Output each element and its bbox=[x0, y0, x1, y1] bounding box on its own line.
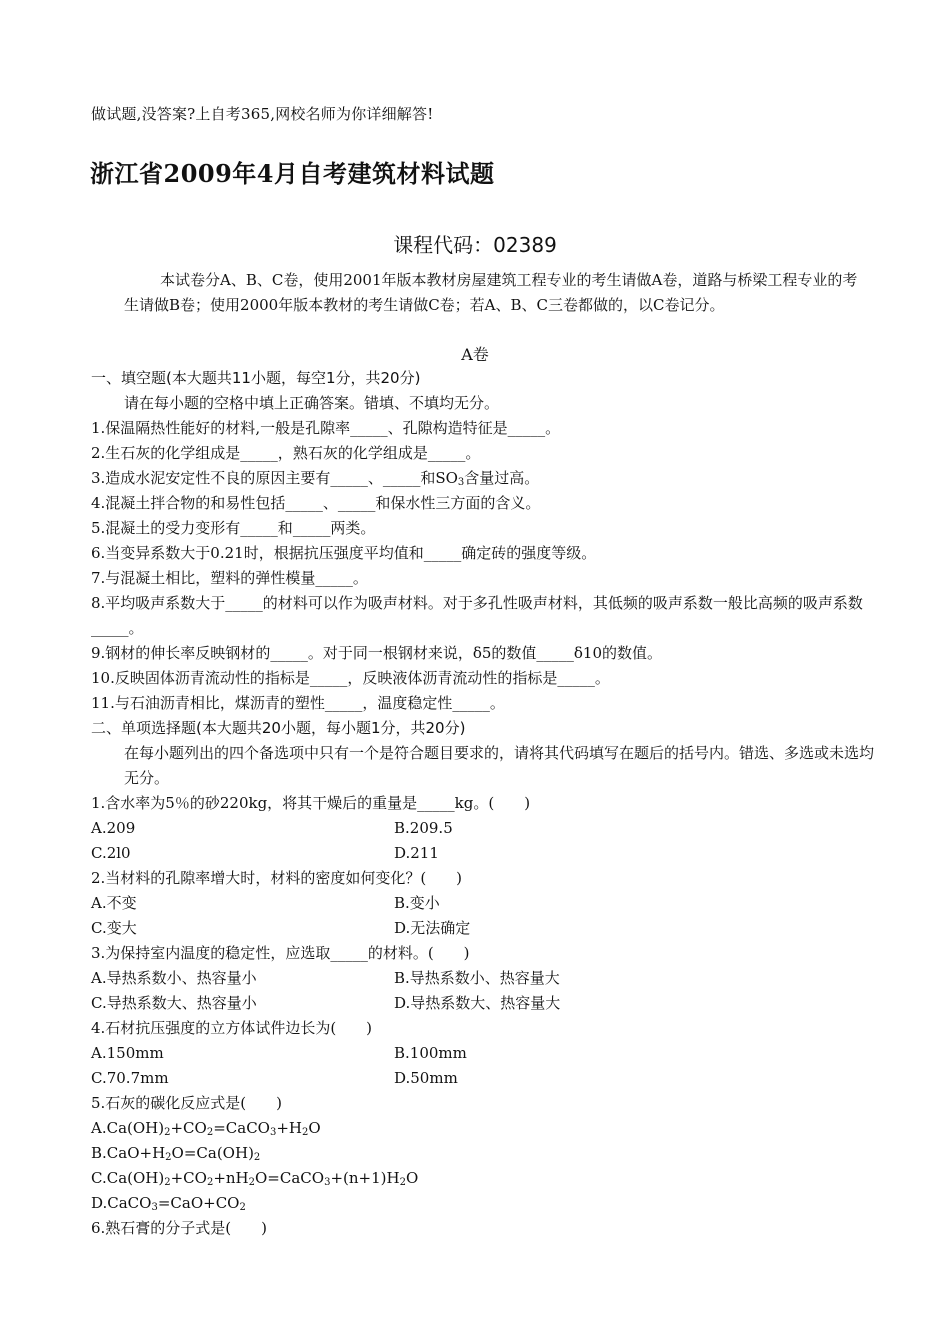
exam-body bbox=[91, 366, 876, 1241]
choice-2-options-ab bbox=[91, 891, 876, 916]
fill-question-3 bbox=[91, 466, 876, 491]
formula-part: A.Ca(OH) bbox=[91, 1119, 165, 1137]
fill-question-4: 4.混凝土拌合物的和易性包括_____、_____和保水性三方面的含义。 bbox=[91, 494, 541, 512]
formula-sub: 2 bbox=[399, 1177, 406, 1188]
formula-sub: 2 bbox=[165, 1152, 172, 1163]
formula-part: C.Ca(OH) bbox=[91, 1169, 165, 1187]
option-b: B.导热系数小、热容量大 bbox=[394, 969, 560, 987]
option-d: D.无法确定 bbox=[394, 919, 471, 937]
formula-part: =CaCO bbox=[213, 1119, 270, 1137]
option-c: C.2l0 bbox=[91, 844, 131, 862]
page-title: 浙江省2009年4月自考建筑材料试题 bbox=[90, 159, 495, 188]
formula-sub: 2 bbox=[253, 1152, 261, 1163]
option-d: D.211 bbox=[394, 844, 439, 862]
formula-part: +H bbox=[276, 1119, 302, 1137]
formula-sub: 2 bbox=[239, 1202, 246, 1213]
formula-sub: 3 bbox=[324, 1177, 331, 1188]
option-a: A.导热系数小、热容量小 bbox=[91, 969, 257, 987]
option-b: B.209.5 bbox=[394, 819, 453, 837]
option-a: A.不变 bbox=[91, 894, 137, 912]
choice-4-options-ab bbox=[91, 1041, 876, 1066]
option-d: D.导热系数大、热容量大 bbox=[394, 994, 561, 1012]
ad-banner-text: 做试题,没答案?上自考365,网校名师为你详细解答! bbox=[91, 105, 434, 123]
section-1-instruction: 请在每小题的空格中填上正确答案。错填、不填均无分。 bbox=[124, 394, 500, 412]
fill-question-8: 8.平均吸声系数大于_____的材料可以作为吸声材料。对于多孔性吸声材料，其低频的吸声系数一般比高频的吸声系数_____。 bbox=[91, 594, 863, 637]
choice-question-4: 4.石材抗压强度的立方体试件边长为( ) bbox=[91, 1019, 373, 1037]
formula-part: +CO bbox=[170, 1119, 207, 1137]
option-b: B.100mm bbox=[394, 1044, 467, 1062]
option-d: D.50mm bbox=[394, 1069, 458, 1087]
option-c: C.导热系数大、热容量小 bbox=[91, 994, 257, 1012]
formula-sub: 2 bbox=[302, 1127, 309, 1138]
choice-question-5: 5.石灰的碳化反应式是( ) bbox=[91, 1094, 283, 1112]
choice-5-option-c bbox=[91, 1166, 876, 1191]
intro-paragraph: 本试卷分A、B、C卷，使用2001年版本教材房屋建筑工程专业的考生请做A卷，道路与桥梁工程专业的考生请做B卷；使用2000年版本教材的考生请做C卷；若A、B、C三卷都做的，以C卷记分。 bbox=[124, 271, 858, 314]
formula-part: +CO bbox=[170, 1169, 207, 1187]
formula-sub: 2 bbox=[206, 1177, 214, 1188]
choice-3-options-ab bbox=[91, 966, 876, 991]
formula-part: +(n+1)H bbox=[330, 1169, 400, 1187]
option-b: B.变小 bbox=[394, 894, 440, 912]
course-code: 课程代码：02389 bbox=[393, 233, 557, 257]
volume-label: A卷 bbox=[461, 345, 489, 364]
formula-part: O bbox=[308, 1119, 321, 1137]
fill-question-10: 10.反映固体沥青流动性的指标是_____，反映液体沥青流动性的指标是_____。 bbox=[91, 669, 610, 687]
choice-5-option-b bbox=[91, 1141, 876, 1166]
option-a: A.209 bbox=[91, 819, 136, 837]
option-c: C.变大 bbox=[91, 919, 137, 937]
section-2-heading: 二、单项选择题(本大题共20小题，每小题1分，共20分) bbox=[91, 719, 466, 737]
choice-4-options-cd bbox=[91, 1066, 876, 1091]
formula-sub: 2 bbox=[206, 1127, 214, 1138]
option-a: A.150mm bbox=[91, 1044, 164, 1062]
formula-part: B.CaO+H bbox=[91, 1144, 166, 1162]
fill-question-2: 2.生石灰的化学组成是_____，熟石灰的化学组成是_____。 bbox=[91, 444, 481, 462]
formula-part: O=Ca(OH) bbox=[171, 1144, 254, 1162]
choice-2-options-cd bbox=[91, 916, 876, 941]
choice-question-2: 2.当材料的孔隙率增大时，材料的密度如何变化？( ) bbox=[91, 869, 463, 887]
formula-part: D.CaCO bbox=[91, 1194, 152, 1212]
section-2-instruction: 在每小题列出的四个备选项中只有一个是符合题目要求的，请将其代码填写在题后的括号内。错选、多选或未选均无分。 bbox=[124, 744, 875, 787]
choice-1-options-cd bbox=[91, 841, 876, 866]
fill-question-6: 6.当变异系数大于0.21时，根据抗压强度平均值和_____确定砖的强度等级。 bbox=[91, 544, 597, 562]
formula-sub: 2 bbox=[164, 1127, 171, 1138]
fill-question-1: 1.保温隔热性能好的材料,一般是孔隙率_____、孔隙构造特征是_____。 bbox=[91, 419, 561, 437]
fill-question-9: 9.钢材的伸长率反映钢材的_____。对于同一根钢材来说，δ5的数值_____δ10的数值。 bbox=[91, 644, 663, 662]
choice-5-option-d bbox=[91, 1191, 876, 1216]
formula-part: =CaO+CO bbox=[157, 1194, 240, 1212]
choice-3-options-cd bbox=[91, 991, 876, 1016]
choice-5-option-a bbox=[91, 1116, 876, 1141]
fill-question-11: 11.与石油沥青相比，煤沥青的塑性_____，温度稳定性_____。 bbox=[91, 694, 505, 712]
formula-part: O bbox=[405, 1169, 419, 1187]
q3-subscript: 3 bbox=[457, 477, 465, 488]
formula-sub: 3 bbox=[151, 1202, 158, 1213]
formula-part: +nH bbox=[213, 1169, 249, 1187]
choice-question-1: 1.含水率为5％的砂220kg，将其干燥后的重量是_____kg。( ) bbox=[91, 794, 531, 812]
q3-text: 3.造成水泥安定性不良的原因主要有_____、_____和SO bbox=[91, 469, 458, 487]
q3-tail: 含量过高。 bbox=[464, 469, 540, 487]
formula-sub: 2 bbox=[164, 1177, 171, 1188]
fill-question-5: 5.混凝土的受力变形有_____和_____两类。 bbox=[91, 519, 376, 537]
formula-sub: 3 bbox=[269, 1127, 277, 1138]
choice-question-6: 6.熟石膏的分子式是( ) bbox=[91, 1219, 268, 1237]
choice-question-3: 3.为保持室内温度的稳定性，应选取_____的材料。( ) bbox=[91, 944, 470, 962]
formula-sub: 2 bbox=[248, 1177, 255, 1188]
fill-question-7: 7.与混凝土相比，塑料的弹性模量_____。 bbox=[91, 569, 368, 587]
section-1-heading: 一、填空题(本大题共11小题，每空1分，共20分) bbox=[91, 369, 421, 387]
formula-part: O=CaCO bbox=[255, 1169, 325, 1187]
choice-1-options-ab bbox=[91, 816, 876, 841]
option-c: C.70.7mm bbox=[91, 1069, 169, 1087]
